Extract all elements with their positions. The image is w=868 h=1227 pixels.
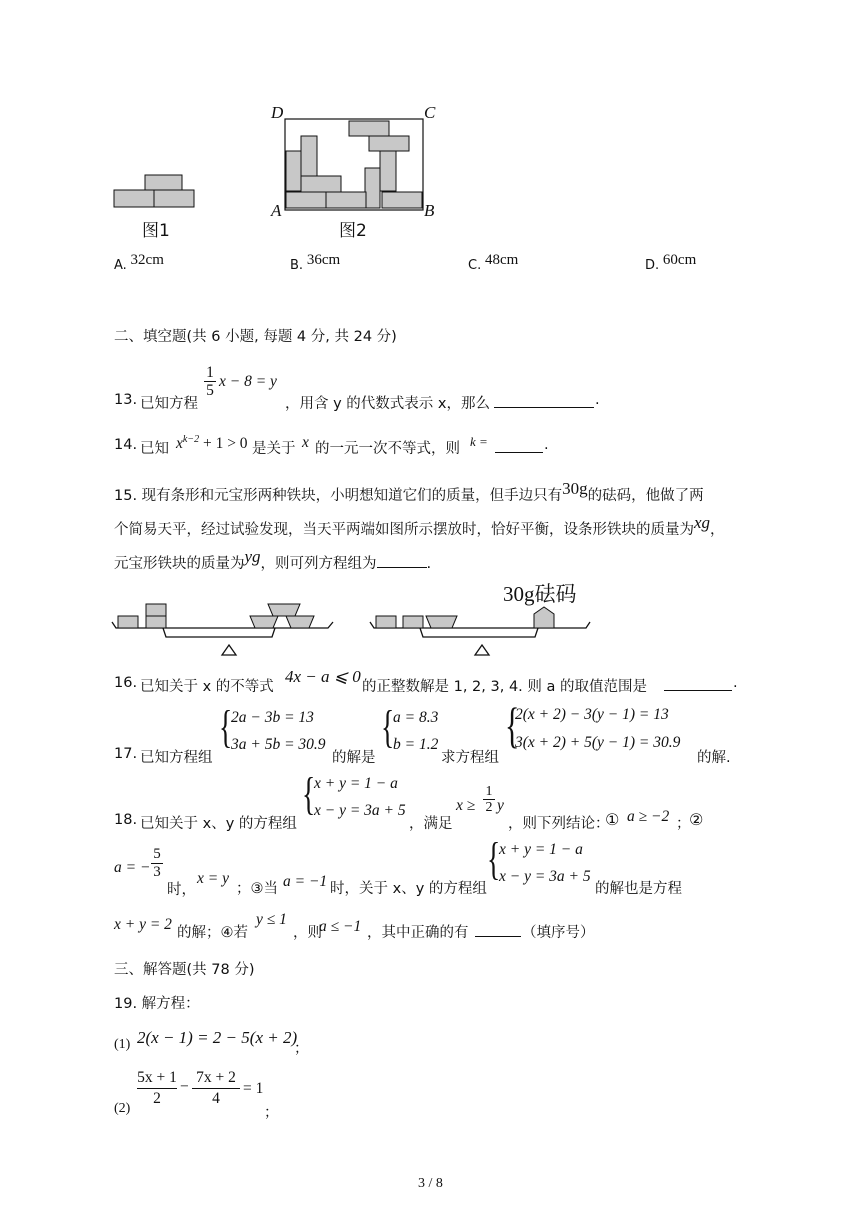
q15-xg-text: xg	[694, 513, 711, 532]
q17-end: 的解.	[697, 750, 731, 766]
q18-c1: ①	[605, 810, 620, 829]
q19-p1-label: (1)	[114, 1037, 131, 1052]
q15-line3	[114, 547, 432, 573]
q16-end: .	[733, 675, 738, 691]
q19-p1-end: ；	[294, 1041, 309, 1057]
q17-sys2-l1: 2(x + 2) − 3(y − 1) = 13	[515, 706, 669, 723]
q17-mid: 的解是	[332, 750, 376, 766]
option-b	[290, 252, 341, 274]
q14-num: 14.	[114, 437, 138, 453]
q18-c2: ②	[689, 810, 704, 829]
q17-sol-l2: b = 1.2	[393, 736, 439, 753]
q17-sys1-l2: 3a + 5b = 30.9	[231, 736, 326, 753]
q18-l2-sys-l2: x − y = 3a + 5	[499, 868, 591, 885]
q14-exp: k−2	[182, 434, 200, 445]
q14-mid: 是关于	[252, 441, 296, 457]
q15-yg-text: yg	[244, 547, 261, 566]
q18-num: 18.	[114, 812, 138, 828]
q19-title: 19. 解方程：	[114, 996, 200, 1012]
q15-line2-b: ，	[710, 522, 725, 538]
q15-xg	[694, 513, 710, 532]
q19-p2-frac2	[192, 1068, 240, 1109]
corner-c: C	[424, 103, 436, 122]
option-c	[468, 252, 519, 274]
q18-brace: {	[302, 768, 316, 819]
option-text: 36cm	[306, 252, 341, 268]
q18-l2-expr: x = y	[197, 870, 229, 887]
fig1-label: 图1	[142, 221, 170, 241]
q17-sys1-l1: 2a − 3b = 13	[231, 709, 314, 726]
q18-l2-den: 3	[153, 863, 161, 880]
q15-answer-blank	[377, 553, 427, 568]
balance-2-items	[376, 607, 554, 628]
q14-expr	[176, 434, 248, 453]
q18-l2-frac	[151, 846, 163, 880]
q19-p2-label: (2)	[114, 1101, 131, 1116]
q18-sep1: ；	[676, 816, 691, 832]
q13-expr: x − 8 = y	[219, 373, 277, 390]
q17-sol-l1: a = 8.3	[393, 709, 439, 726]
q13-pre: 已知方程	[140, 396, 198, 412]
q18-l3-expr2: y ≤ 1	[256, 911, 287, 928]
q18-sys-l2: x − y = 3a + 5	[314, 802, 406, 819]
q14-k: k =	[470, 434, 488, 449]
corner-d: D	[271, 103, 284, 122]
q18-l3-expr: x + y = 2	[114, 916, 172, 933]
option-d	[645, 252, 697, 274]
q18-l3-c: ，其中正确的有	[367, 925, 469, 941]
q19-p2-end: ；	[264, 1105, 279, 1121]
q13-frac-num: 1	[204, 364, 216, 382]
q18-cond-lhs: x ≥	[456, 797, 476, 814]
q14-end: .	[544, 437, 549, 453]
q15-line1-b: 的砝码，他做了两	[587, 488, 704, 504]
q17-brace-2: {	[381, 701, 395, 752]
q18-mid: ，满足	[409, 816, 453, 832]
q14-rest: + 1 > 0	[202, 435, 248, 453]
q17-sys2-l2: 3(x + 2) + 5(y − 1) = 30.9	[515, 734, 681, 751]
q15-yg	[245, 547, 261, 566]
q15-end: .	[426, 556, 432, 572]
weight-label: 30g砝码	[503, 582, 577, 606]
q18-l3-a: 的解；④若	[177, 925, 248, 941]
q19-p2-den2: 4	[212, 1090, 220, 1108]
q16-pre: 已知关于 x 的不等式	[140, 679, 274, 695]
q18-l2-sys-l1: x + y = 1 − a	[499, 841, 583, 858]
q18-l2-expr2: a = −1	[283, 873, 328, 890]
q15-line2-a: 个简易天平，经过试验发现，当天平两端如图所示摆放时，恰好平衡，设条形铁块的质量为	[114, 522, 694, 538]
q18-cond-rhs: y	[497, 797, 504, 814]
q16-num: 16.	[114, 675, 138, 691]
q18-sys-l1: x + y = 1 − a	[314, 775, 398, 792]
q19-p2-den1: 2	[153, 1090, 161, 1108]
q18-l3-expr3: a ≤ −1	[319, 918, 362, 935]
q18-l2-a: a = −	[114, 859, 151, 876]
corner-b: B	[424, 201, 435, 220]
q18-pre: 已知关于 x、y 的方程组	[140, 816, 297, 832]
option-text: 48cm	[484, 252, 519, 268]
q14-var: x	[302, 434, 309, 451]
q15-weight: 30g	[562, 479, 588, 498]
q18-l2-b: 时，	[167, 882, 196, 898]
q18-cond-frac	[483, 784, 495, 816]
q18-cond-num: 1	[483, 784, 495, 800]
q19-p2-num1: 5x + 1	[137, 1068, 177, 1089]
page-number: 3 / 8	[418, 1176, 443, 1191]
section3-heading: 三、解答题(共 78 分)	[114, 962, 255, 978]
fig2-label: 图2	[339, 221, 367, 241]
q13-end: .	[595, 392, 600, 408]
q17-brace-1: {	[219, 701, 233, 752]
q18-l2-d: 时，关于 x、y 的方程组	[330, 881, 487, 897]
q14-base: x	[176, 435, 183, 453]
q18-answer-blank	[475, 922, 521, 937]
q19-p2-eq: = 1	[243, 1080, 264, 1097]
q15-line3-a: 元宝形铁块的质量为	[114, 556, 245, 572]
option-letter: C.	[468, 258, 482, 273]
q14-pre: 已知	[140, 441, 169, 457]
q18-l2-num: 5	[151, 846, 163, 864]
q18-l3-b: ，则	[293, 925, 322, 941]
q15-line1-a: 15. 现有条形和元宝形两种铁块，小明想知道它们的质量，但手边只有	[114, 488, 563, 504]
q13-fraction	[204, 364, 216, 399]
q18-mid2: ，则下列结论：	[508, 816, 610, 832]
q15-line3-b: ，则可列方程组为	[260, 556, 377, 572]
q13-post: ，用含 y 的代数式表示 x，那么	[285, 396, 490, 412]
q16-post: 的正整数解是 1, 2, 3, 4. 则 a 的取值范围是	[362, 679, 647, 695]
q13-frac-den: 5	[206, 382, 214, 400]
q16-answer-blank	[664, 676, 732, 691]
balance-1-items	[118, 604, 314, 628]
option-a	[114, 252, 164, 274]
q19-p2-num2: 7x + 2	[192, 1068, 240, 1089]
q18-l2-e: 的解也是方程	[595, 881, 682, 897]
q19-p1-expr: 2(x − 1) = 2 − 5(x + 2)	[137, 1028, 298, 1047]
q19-p2-frac1	[137, 1068, 177, 1109]
q17-pre: 已知方程组	[140, 750, 213, 766]
q18-l2-brace: {	[487, 833, 501, 884]
q14-answer-blank	[495, 438, 543, 453]
q17-mid2: 求方程组	[441, 750, 499, 766]
q19-p2-minus: −	[180, 1078, 189, 1095]
option-letter: D.	[645, 258, 660, 273]
q18-cond-den: 2	[485, 800, 493, 816]
q14-mid2: 的一元一次不等式，则	[315, 441, 460, 457]
q13-answer-blank	[494, 393, 594, 408]
q15-line1	[114, 479, 704, 505]
q17-num: 17.	[114, 746, 138, 762]
option-text: 32cm	[130, 252, 164, 268]
section2-heading: 二、填空题(共 6 小题, 每题 4 分, 共 24 分)	[114, 329, 397, 345]
q17-brace-3: {	[505, 697, 520, 753]
corner-a: A	[271, 201, 282, 220]
q18-l2-c: ；③当	[236, 881, 278, 897]
option-letter: A.	[114, 258, 127, 273]
option-letter: B.	[290, 258, 304, 273]
fig1-bricks	[114, 175, 194, 207]
option-text: 60cm	[662, 252, 697, 268]
q15-line2	[114, 513, 725, 539]
q18-l3-d: （填序号）	[522, 925, 595, 941]
q13-num: 13.	[114, 392, 138, 408]
q16-expr: 4x − a ⩽ 0	[285, 667, 361, 686]
q18-c1-expr: a ≥ −2	[627, 808, 670, 825]
